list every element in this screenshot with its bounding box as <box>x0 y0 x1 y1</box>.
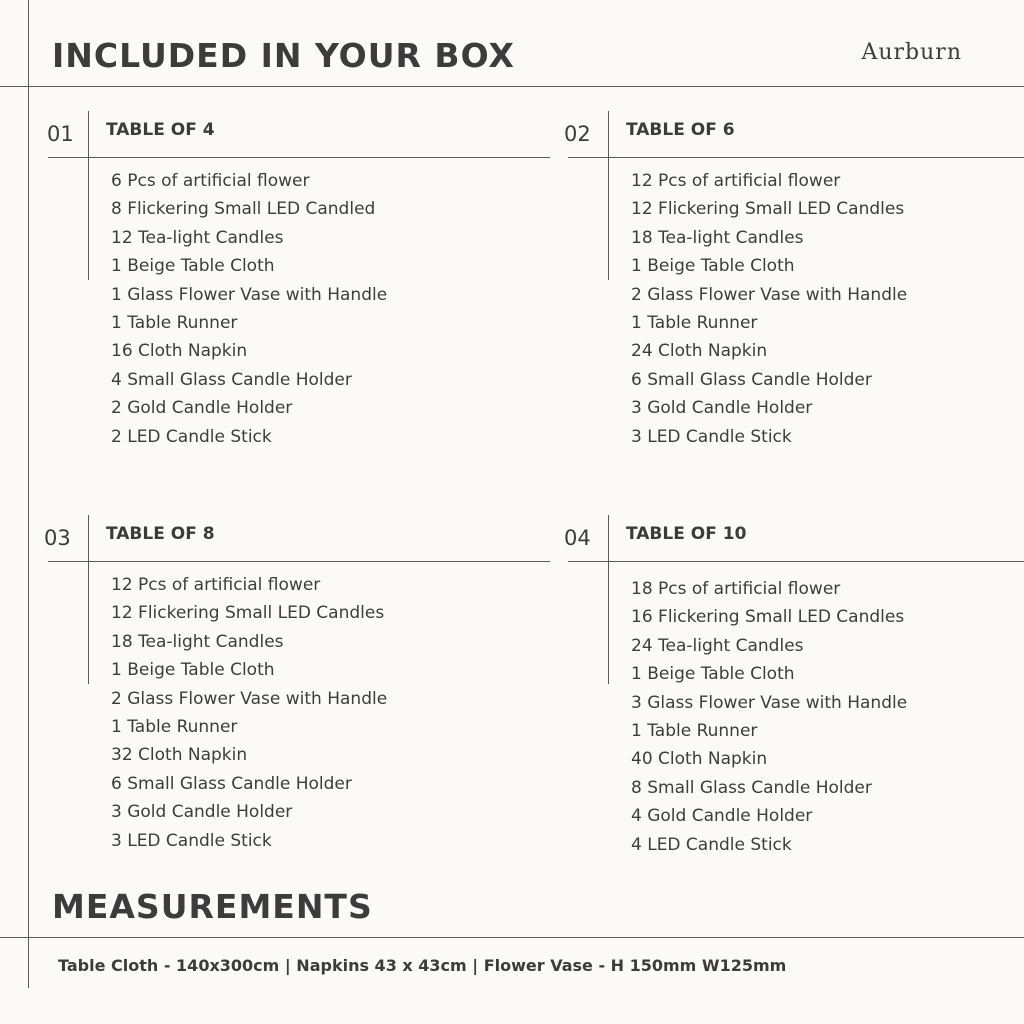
list-item: 3 Glass Flower Vase with Handle <box>631 692 908 713</box>
list-item: 12 Flickering Small LED Candles <box>631 199 905 220</box>
list-item: 12 Pcs of artificial flower <box>111 575 321 595</box>
section-3-items <box>111 571 387 855</box>
list-item: 1 Table Runner <box>631 312 758 333</box>
section-4-horizontal-line <box>568 561 1024 562</box>
list-item: 6 Small Glass Candle Holder <box>111 773 352 794</box>
list-item: 16 Cloth Napkin <box>111 341 248 362</box>
section-1-number: 01 <box>47 122 74 146</box>
list-item: 1 Beige Table Cloth <box>631 256 795 277</box>
section-4-items <box>631 575 907 859</box>
section-2-horizontal-line <box>568 157 1024 158</box>
measurements-title: MEASUREMENTS <box>52 887 373 926</box>
list-item: 2 Glass Flower Vase with Handle <box>631 284 908 305</box>
list-item: 18 Tea-light Candles <box>631 227 804 248</box>
section-1-items <box>111 167 387 451</box>
list-item: 40 Cloth Napkin <box>631 749 768 770</box>
measurements-text: Table Cloth - 140x300cm | Napkins 43 x 43cm | Flower Vase - H 150mm W125mm <box>58 956 787 975</box>
section-1-vertical-line <box>88 111 89 280</box>
list-item: 32 Cloth Napkin <box>111 745 248 766</box>
list-item: 1 Table Runner <box>111 716 238 737</box>
list-item: 18 Tea-light Candles <box>111 631 284 652</box>
page-title: INCLUDED IN YOUR BOX <box>52 36 515 75</box>
section-4-number: 04 <box>564 526 591 550</box>
list-item: 8 Small Glass Candle Holder <box>631 777 872 798</box>
list-item: 24 Tea-light Candles <box>631 635 804 656</box>
list-item: 3 Gold Candle Holder <box>111 802 293 823</box>
list-item: 1 Beige Table Cloth <box>111 660 275 681</box>
section-4-vertical-line <box>608 515 609 684</box>
list-item: 1 Table Runner <box>631 720 758 741</box>
list-item: 6 Small Glass Candle Holder <box>631 369 872 390</box>
list-item: 1 Table Runner <box>111 312 238 333</box>
left-frame-line <box>28 0 29 988</box>
list-item: 4 LED Candle Stick <box>631 834 792 855</box>
section-3-number: 03 <box>44 526 71 550</box>
list-item: 1 Glass Flower Vase with Handle <box>111 284 388 305</box>
section-3-title: TABLE OF 8 <box>106 524 215 544</box>
list-item: 2 Glass Flower Vase with Handle <box>111 688 388 709</box>
section-2-title: TABLE OF 6 <box>626 120 735 140</box>
brand-logo: Aurburn <box>861 40 962 65</box>
list-item: 4 Small Glass Candle Holder <box>111 369 352 390</box>
list-item: 6 Pcs of artificial flower <box>111 171 310 191</box>
section-4-title: TABLE OF 10 <box>626 524 747 544</box>
list-item: 1 Beige Table Cloth <box>631 664 795 685</box>
section-3-horizontal-line <box>48 561 550 562</box>
section-1-horizontal-line <box>48 157 550 158</box>
section-2-vertical-line <box>608 111 609 280</box>
list-item: 16 Flickering Small LED Candles <box>631 607 905 628</box>
list-item: 24 Cloth Napkin <box>631 341 768 362</box>
list-item: 12 Flickering Small LED Candles <box>111 603 385 624</box>
list-item: 12 Tea-light Candles <box>111 227 284 248</box>
list-item: 3 LED Candle Stick <box>111 830 272 851</box>
list-item: 3 LED Candle Stick <box>631 426 792 447</box>
list-item: 12 Pcs of artificial flower <box>631 171 841 191</box>
list-item: 2 LED Candle Stick <box>111 426 272 447</box>
section-2-number: 02 <box>564 122 591 146</box>
list-item: 4 Gold Candle Holder <box>631 806 813 827</box>
list-item: 8 Flickering Small LED Candled <box>111 199 376 220</box>
measurements-divider <box>0 937 1024 938</box>
section-1-title: TABLE OF 4 <box>106 120 215 140</box>
list-item: 18 Pcs of artificial flower <box>631 579 841 599</box>
list-item: 2 Gold Candle Holder <box>111 398 293 419</box>
section-2-items <box>631 167 907 451</box>
list-item: 1 Beige Table Cloth <box>111 256 275 277</box>
section-3-vertical-line <box>88 515 89 684</box>
list-item: 3 Gold Candle Holder <box>631 398 813 419</box>
header-divider <box>0 86 1024 87</box>
